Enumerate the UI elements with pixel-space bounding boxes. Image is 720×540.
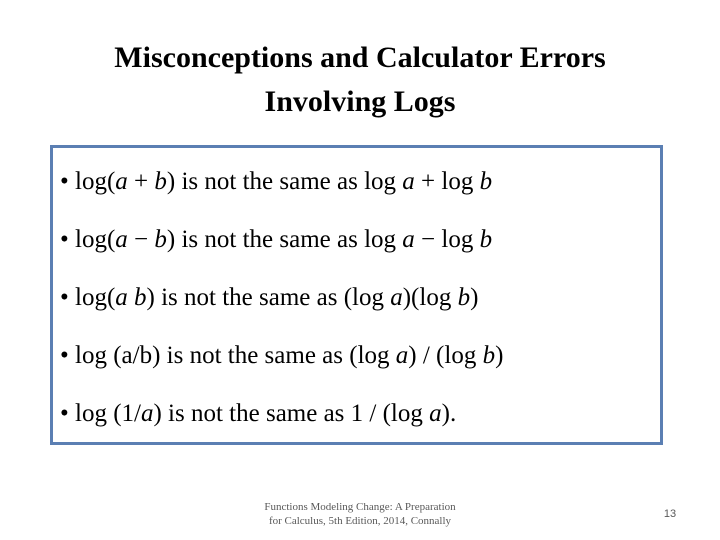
footer-line-1: Functions Modeling Change: A Preparation	[264, 501, 456, 513]
bullet-item	[60, 276, 660, 334]
bullet-item	[60, 334, 660, 392]
slide-title-line-1: Misconceptions and Calculator Errors	[114, 41, 606, 74]
math-variable: b	[479, 226, 493, 253]
bullet-item	[60, 392, 660, 450]
bullet-text: − log	[414, 226, 480, 253]
bullet-text: • log (a/b) is not the same as (log	[60, 342, 396, 369]
math-variable: b	[457, 284, 471, 311]
math-variable: a	[390, 284, 403, 311]
page-number: 13	[663, 508, 677, 520]
bullet-text: ) is not the same as (log	[146, 284, 391, 311]
slide-title-line-2: Involving Logs	[264, 85, 456, 118]
bullet-text: +	[127, 168, 155, 195]
bullet-text: )	[495, 342, 504, 369]
math-variable: a	[429, 400, 442, 427]
bullet-item	[60, 160, 660, 218]
bullet-list	[60, 160, 660, 450]
math-variable: a	[402, 226, 415, 253]
bullet-text: )	[470, 284, 479, 311]
bullet-text: ).	[441, 400, 457, 427]
bullet-text: −	[127, 226, 155, 253]
math-variable: b	[482, 342, 496, 369]
slide-title	[0, 36, 720, 124]
math-variable: b	[154, 168, 167, 195]
footer-line-2: for Calculus, 5th Edition, 2014, Connally	[268, 515, 452, 527]
bullet-text: • log(	[60, 168, 116, 195]
math-variable: a b	[115, 284, 147, 311]
bullet-text: • log(	[60, 226, 116, 253]
bullet-text: )(log	[402, 284, 458, 311]
bullet-text: ) is not the same as log	[166, 168, 403, 195]
bullet-item	[60, 218, 660, 276]
bullet-text: • log(	[60, 284, 116, 311]
bullet-text: • log (1/	[60, 400, 141, 427]
bullet-text: + log	[414, 168, 480, 195]
bullet-text: ) is not the same as log	[166, 226, 403, 253]
math-variable: a	[402, 168, 415, 195]
math-variable: a	[115, 168, 128, 195]
math-variable: b	[479, 168, 493, 195]
bullet-text: ) is not the same as 1 / (log	[153, 400, 430, 427]
bullet-text: ) / (log	[408, 342, 483, 369]
math-variable: a	[115, 226, 128, 253]
math-variable: b	[154, 226, 167, 253]
footer-citation	[240, 500, 480, 528]
math-variable: a	[140, 400, 154, 427]
math-variable: a	[395, 342, 409, 369]
